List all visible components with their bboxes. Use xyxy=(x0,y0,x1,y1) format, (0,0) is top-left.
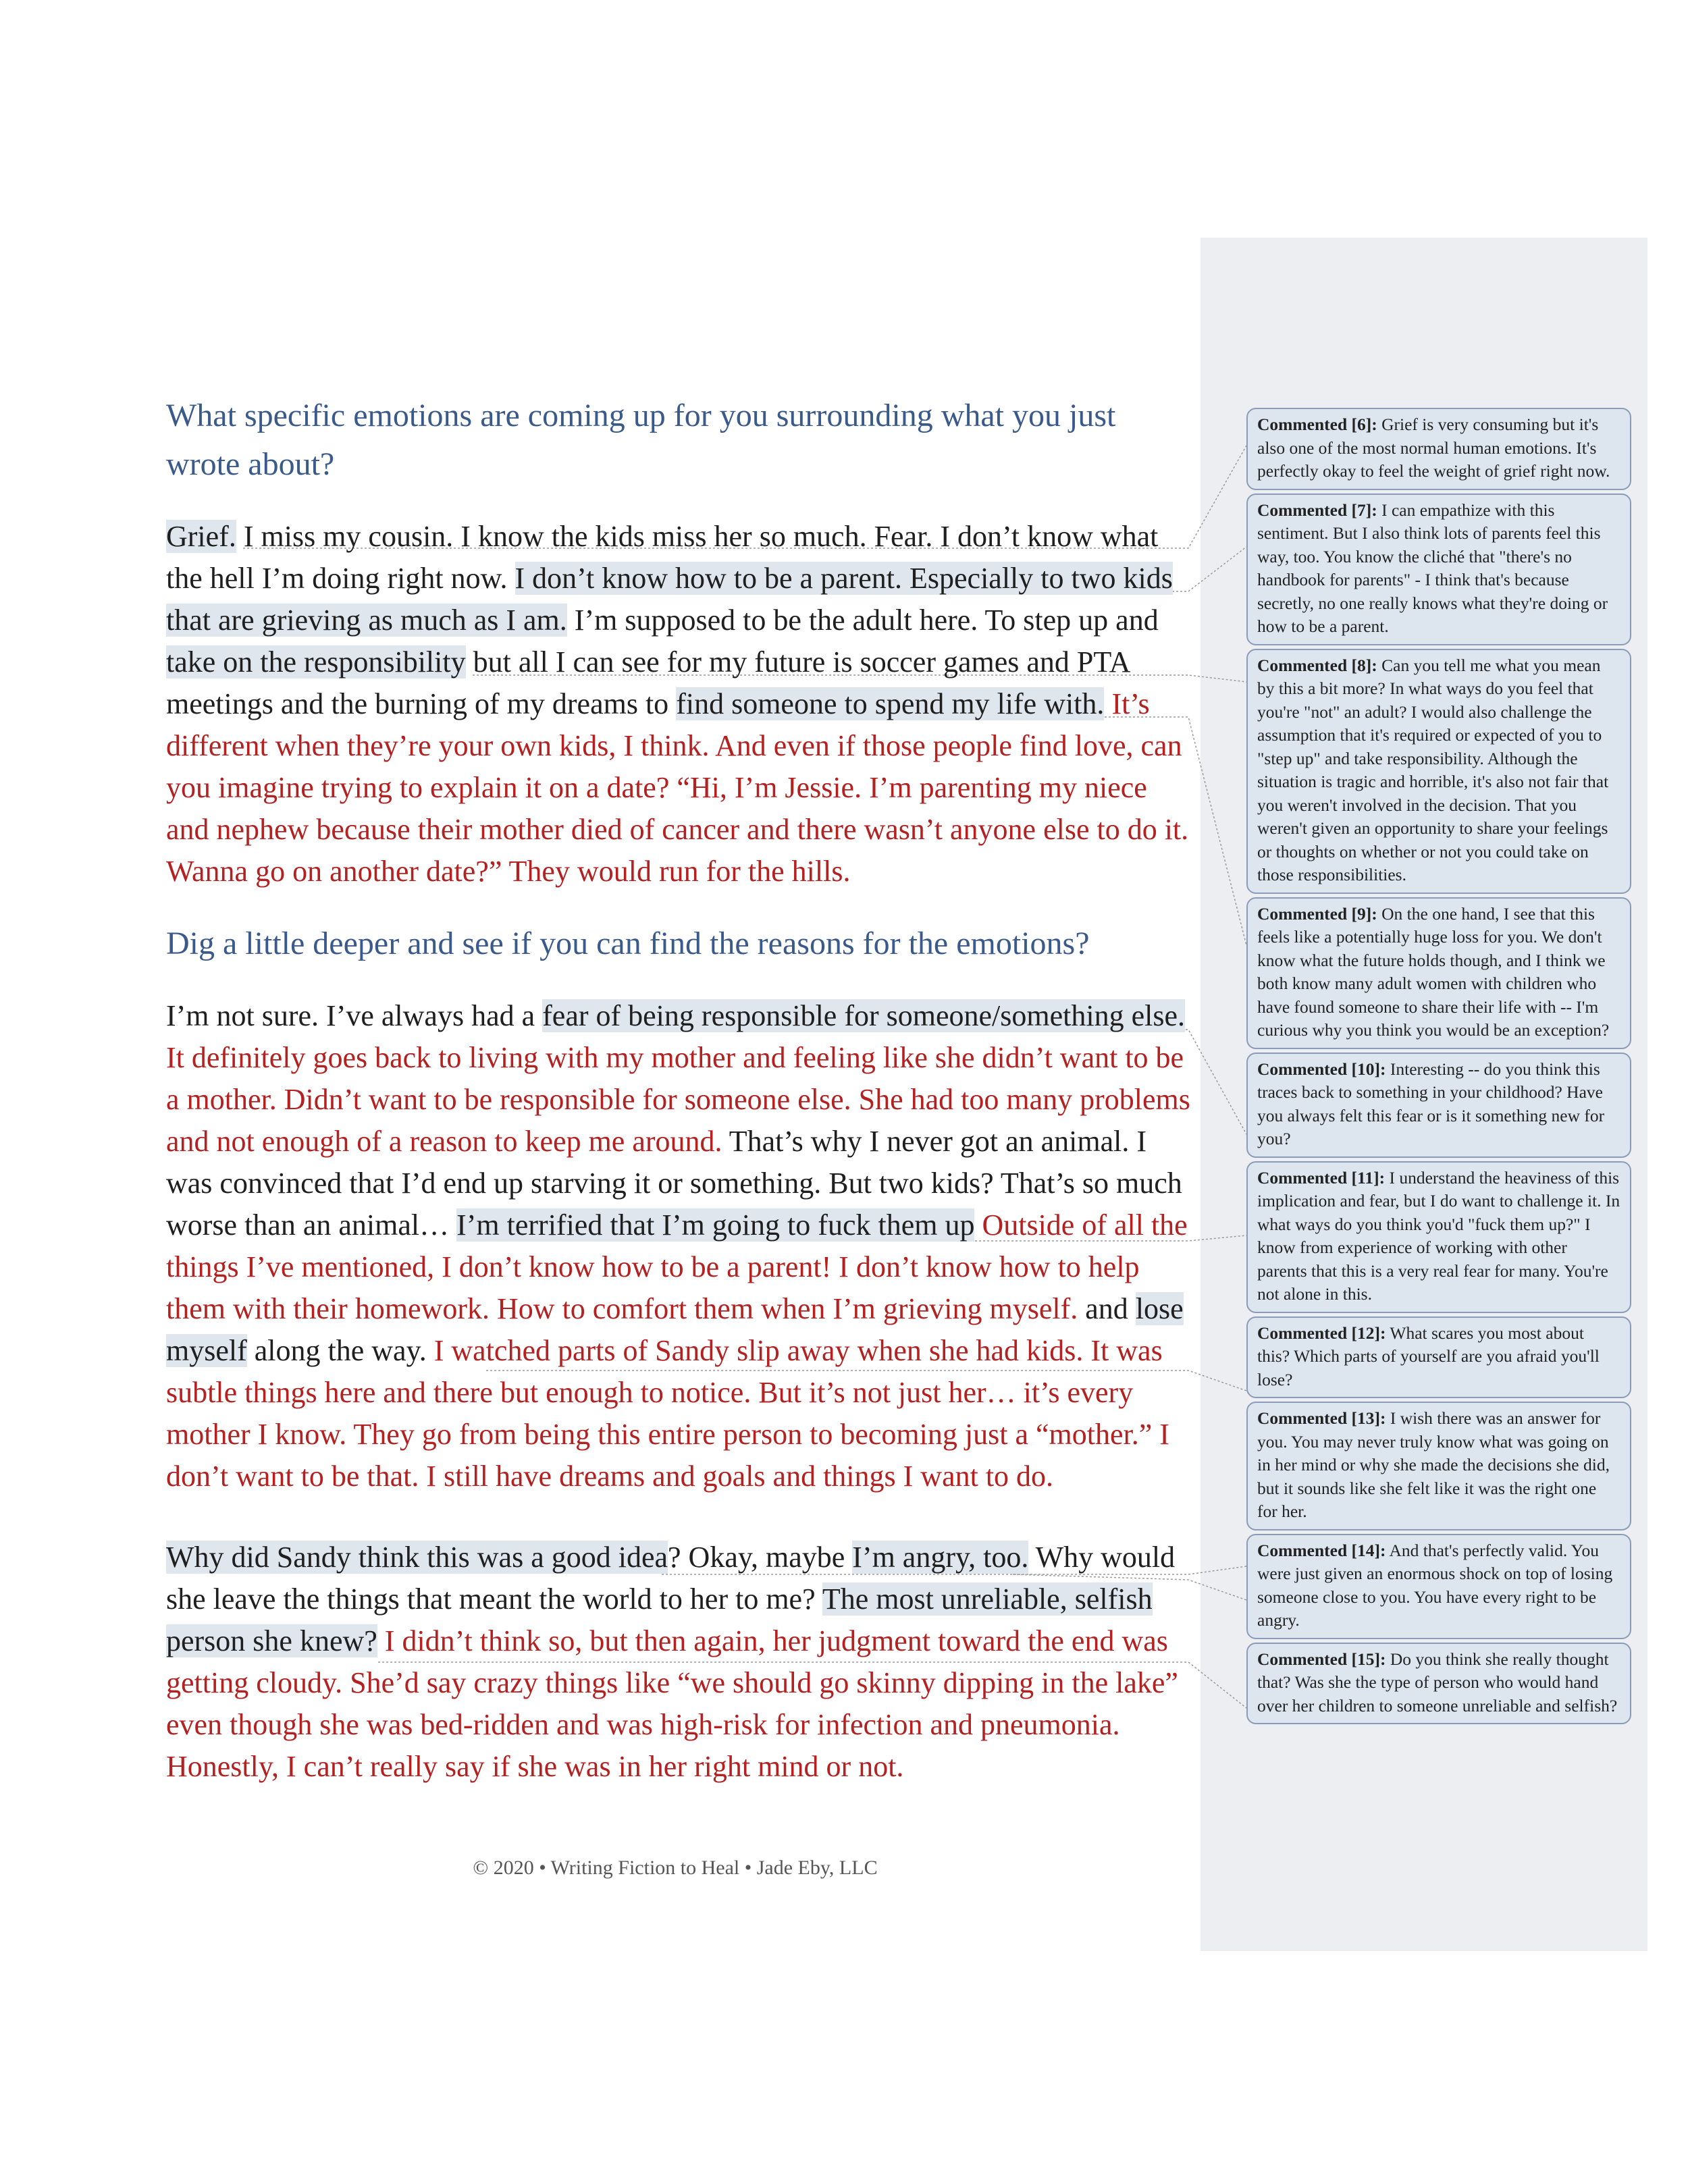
comment-label: Commented [11]: xyxy=(1257,1167,1386,1188)
comment-label: Commented [12]: xyxy=(1257,1323,1386,1343)
comment-label: Commented [14]: xyxy=(1257,1540,1386,1560)
commented-text-span[interactable]: I’m terrified that I’m going to fuck them up xyxy=(456,1208,975,1242)
text-run: ? Okay, maybe xyxy=(668,1541,853,1574)
comment-text: Do you think she really thought that? Was she the type of person who would hand over her children to someone unreliable and selfish? xyxy=(1257,1649,1618,1715)
comment-label: Commented [8]: xyxy=(1257,655,1377,675)
commented-text-span[interactable]: take on the responsibility xyxy=(166,645,466,678)
section1-heading: What specific emotions are coming up for you surrounding what you just wrote about? xyxy=(166,398,1116,482)
comments-list xyxy=(1246,408,1631,1728)
comment-text: Interesting -- do you think this traces back to something in your childhood? Have you always felt this fear or is it something new for you? xyxy=(1257,1059,1605,1148)
text-run: Outside of all the things I’ve mentioned, I don’t know how to be a parent! I don’t know how to help them with their homework. How to comfort them when I’m grieving myself. xyxy=(166,1208,1188,1325)
text-run: and xyxy=(1078,1292,1136,1325)
commented-text-span[interactable]: I don’t know how to be a parent. Especially to two kids that are grieving as much as I am. xyxy=(166,562,1173,637)
comment-balloon[interactable] xyxy=(1246,1643,1631,1725)
comment-text: Grief is very consuming but it's also one of the most normal human emotions. It's perfectly okay to feel the weight of grief right now. xyxy=(1257,415,1610,481)
comment-text: And that's perfectly valid. You were just given an enormous shock on top of losing someone close to you. You have every right to be angry. xyxy=(1257,1540,1613,1630)
comment-balloon[interactable] xyxy=(1246,649,1631,894)
document-body xyxy=(166,392,1192,1788)
comment-balloon[interactable] xyxy=(1246,1053,1631,1158)
text-run: I didn’t think so, but then again, her judgment toward the end was getting cloudy. She’d say crazy things like “we should go skinny dipping in the lake” even though she was bed-ridden and was high-risk for infection and pneumonia. Honestly, I can’t really say if she was in her right mind or not. xyxy=(166,1624,1178,1783)
comment-text: I can empathize with this sentiment. But I also think lots of parents feel this way, too. You know the cliché that "there's no handbook for parents" - I think that's because secretly, no one really knows what they're doing or how to be a parent. xyxy=(1257,500,1608,636)
comment-balloon[interactable] xyxy=(1246,494,1631,645)
comment-balloon[interactable] xyxy=(1246,897,1631,1049)
page-footer: © 2020 • Writing Fiction to Heal • Jade Eby, LLC xyxy=(473,1857,878,1879)
section2-heading: Dig a little deeper and see if you can find the reasons for the emotions? xyxy=(166,926,1090,961)
comment-text: I understand the heaviness of this implication and fear, but I do want to challenge it. In what ways do you think you'd "fuck them up?" I know from experience of working with other parents that this is a very real fear for many. You're not alone in this. xyxy=(1257,1167,1620,1304)
section1-paragraph xyxy=(166,516,1192,893)
comment-label: Commented [6]: xyxy=(1257,415,1377,434)
comment-balloon[interactable] xyxy=(1246,1534,1631,1639)
commented-text-span[interactable]: Grief. xyxy=(166,520,236,553)
comment-label: Commented [15]: xyxy=(1257,1649,1386,1669)
text-run: I miss my cousin. I know the kids miss her so much. Fear. I don’t know what the hell I’m doing right now. xyxy=(166,520,1159,595)
text-run: I’m supposed to be the adult here. To step up and xyxy=(566,604,1159,637)
commented-text-span[interactable]: Why did Sandy think this was a good idea xyxy=(166,1541,668,1574)
comment-balloon[interactable] xyxy=(1246,1316,1631,1399)
text-run: Why would she leave the things that meant the world to her to me? xyxy=(166,1541,1176,1616)
comment-text: Can you tell me what you mean by this a bit more? In what ways do you feel that you're "not" an adult? I would also challenge the assumption that it's required or expected of you to "step up" and take responsibility. Although the situation is tragic and horrible, it's also not fair that you weren't involved in the decision. That you weren't given an opportunity to share your feelings or thoughts on whether or not you could take on those responsibilities. xyxy=(1257,655,1609,884)
section2-paragraph-1 xyxy=(166,995,1192,1497)
text-run: I watched parts of Sandy slip away when she had kids. It was subtle things here and there but enough to notice. But it’s not just her… it’s every mother I know. They go from being this entire person to becoming just a “mother.” I don’t want to be that. I still have dreams and goals and things I want to do. xyxy=(166,1334,1169,1493)
commented-text-span[interactable]: The most unreliable, selfish person she knew? xyxy=(166,1582,1153,1657)
commented-text-span[interactable]: fear of being responsible for someone/something else. xyxy=(542,999,1185,1032)
comment-text: I wish there was an answer for you. You may never truly know what was going on in her mind or why she made the decisions she did, but it sounds like she felt like it was the right one for her. xyxy=(1257,1408,1610,1521)
text-run: It’s different when they’re your own kids, I think. And even if those people find love, can you imagine trying to explain it on a date? “Hi, I’m Jessie. I’m parenting my niece and nephew because their mother died of cancer and there wasn’t anyone else to do it. Wanna go on another date?” They would run for the hills. xyxy=(166,687,1189,888)
commented-text-span[interactable]: find someone to spend my life with. xyxy=(676,687,1105,720)
comment-text: What scares you most about this? Which parts of yourself are you afraid you'll lose? xyxy=(1257,1323,1600,1389)
comment-balloon[interactable] xyxy=(1246,408,1631,490)
text-run: along the way. xyxy=(246,1334,434,1367)
comment-label: Commented [10]: xyxy=(1257,1059,1386,1079)
comment-balloon[interactable] xyxy=(1246,1402,1631,1530)
text-run: It definitely goes back to living with my mother and feeling like she didn’t want to be a mother. Didn’t want to be responsible for someone else. She had too many problems and not enough of a reason to keep me around. xyxy=(166,1041,1190,1158)
comment-balloon[interactable] xyxy=(1246,1161,1631,1313)
comment-label: Commented [13]: xyxy=(1257,1408,1386,1428)
text-run: I’m not sure. I’ve always had a xyxy=(166,999,543,1032)
text-run: but all I can see for my future is soccer games and PTA meetings and the burning of my dreams to xyxy=(166,645,1130,720)
text-run: That’s why I never got an animal. I was convinced that I’d end up starving it or something. But two kids? That’s so much worse than an animal… xyxy=(166,1125,1182,1242)
comment-label: Commented [9]: xyxy=(1257,903,1377,924)
commented-text-span[interactable]: I’m angry, too. xyxy=(852,1541,1029,1574)
comment-label: Commented [7]: xyxy=(1257,500,1377,520)
commented-text-span[interactable]: lose myself xyxy=(166,1292,1184,1367)
section2-paragraph-2 xyxy=(166,1537,1192,1788)
comment-text: On the one hand, I see that this feels like a potentially huge loss for you. We don't know what the future holds though, and I think we both know many adult women with children who have found someone to share their life with -- I'm curious why you think you would be an exception? xyxy=(1257,903,1610,1040)
